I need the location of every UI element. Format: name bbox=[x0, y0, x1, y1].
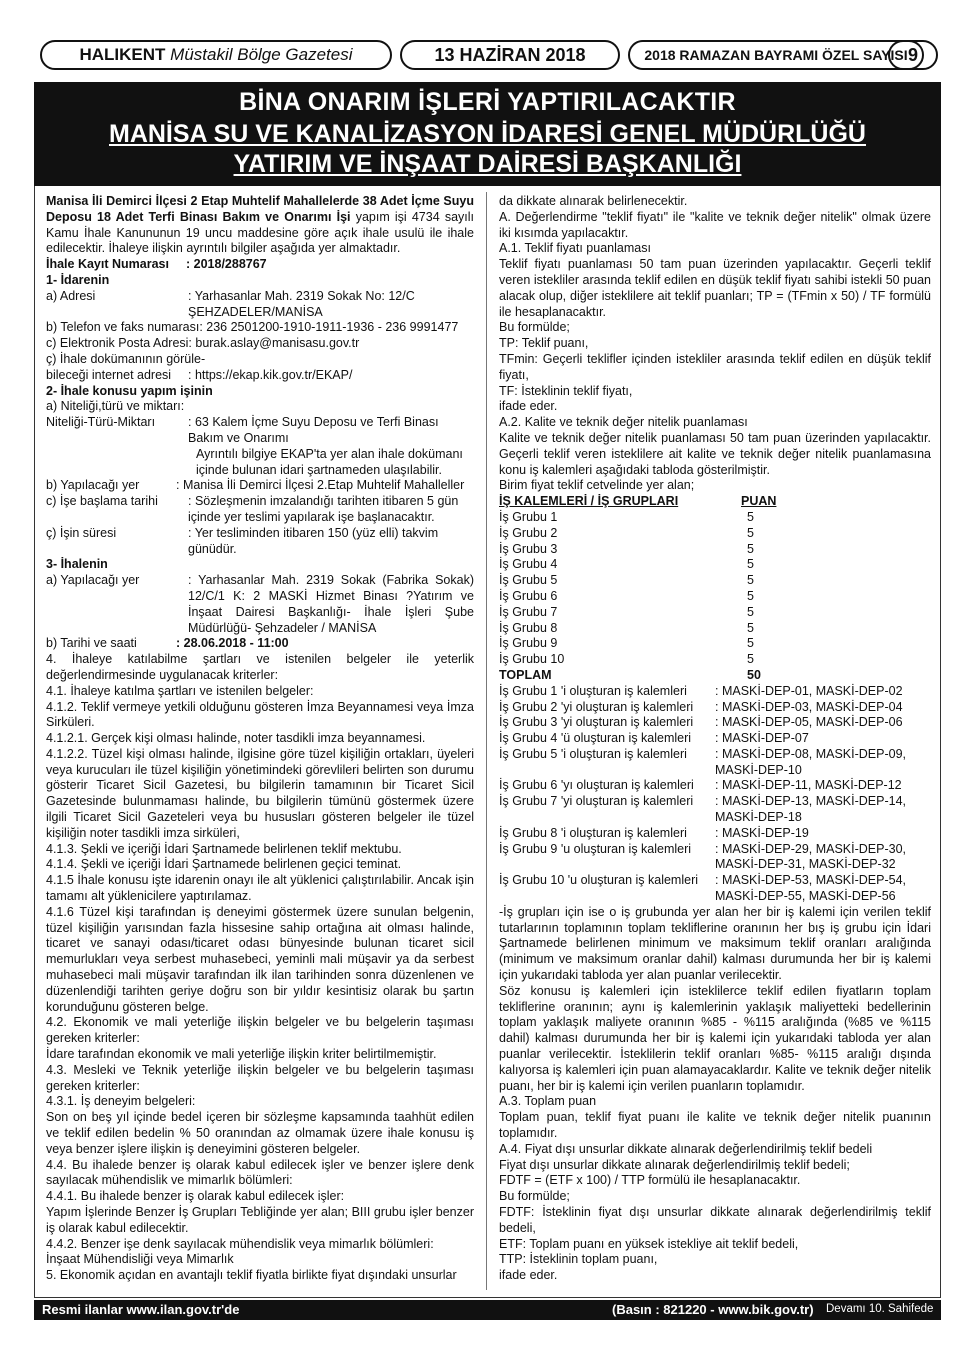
right-paragraph: A. Değerlendirme "teklif fiyatı" ile "kalite ve teknik değer nitelik" olmak üzere iki kısımda yapılacaktır. bbox=[499, 209, 931, 240]
score-value: 5 bbox=[747, 652, 754, 667]
dok-label-2: bileceği internet adresi bbox=[46, 367, 172, 382]
map-items: : MASKİ-DEP-07 bbox=[715, 731, 809, 746]
left-paragraph: 5. Ekonomik açıdan en avantajlı teklif fiyatla birlikte fiyat dışındaki unsurlar bbox=[46, 1268, 457, 1283]
footer-right-text: (Basın : 821220 - www.bik.gov.tr) bbox=[612, 1302, 814, 1317]
adres-value: : Yarhasanlar Mah. 2319 Sokak No: 12/C ŞEHZADELER/MANİSA bbox=[188, 288, 415, 319]
page-header bbox=[36, 40, 939, 74]
date-pill: 13 HAZİRAN 2018 bbox=[400, 40, 620, 70]
right-paragraph: Bu formülde; bbox=[499, 320, 570, 335]
right-paragraph: FDTF = (ETF x 100) / TTP formülü ile hesaplanacaktır. bbox=[499, 1173, 801, 1188]
left-paragraph: 4.1.5 İhale konusu işte idarenin onayı ile alt yüklenici çalıştırılabilir. Ancak işin tamamı alt yüklenicilere yaptırılamaz. bbox=[46, 873, 474, 904]
total-label: TOPLAM bbox=[499, 667, 552, 682]
map-items: : MASKİ-DEP-11, MASKİ-DEP-12 bbox=[715, 778, 902, 793]
map-row bbox=[499, 826, 931, 842]
score-value: 5 bbox=[747, 604, 754, 619]
ihale-yer-row bbox=[46, 573, 474, 636]
map-group: İş Grubu 1 'i oluşturan iş kalemleri bbox=[499, 683, 687, 698]
paper-title-pill bbox=[40, 40, 392, 70]
score-header-left: İŞ KALEMLERİ / İŞ GRUPLARI bbox=[499, 494, 679, 509]
ihale-yer-value: : Yarhasanlar Mah. 2319 Sokak (Fabrika Sokak) 12/C/1 K: 2 MASKİ Hizmet Binası ?Yatırım ve İnşaat Dairesi Başkanlığı- İhale İşleri Şube Müdürlüğü- Şehzadeler / MANİSA bbox=[188, 573, 474, 635]
score-header-right: PUAN bbox=[741, 494, 777, 509]
baslama-row bbox=[46, 494, 474, 526]
score-group: İş Grubu 4 bbox=[499, 557, 558, 572]
map-row bbox=[499, 778, 931, 794]
right-paragraph: Bu formülde; bbox=[499, 1189, 570, 1204]
adres-row bbox=[46, 289, 474, 321]
map-row bbox=[499, 842, 931, 874]
right-paragraph: Birim fiyat teklif cetvelinde yer alan; bbox=[499, 478, 695, 493]
nitelik-head: a) Niteliği,türü ve miktarı: bbox=[46, 399, 185, 414]
right-paragraph: ETF: Toplam puanı en yüksek istekliye ait teklif bedeli, bbox=[499, 1236, 799, 1251]
left-paragraph: 4.4. Bu ihalede benzer iş olarak kabul edilecek işler ve benzer işlere denk sayılacak mühendislik ve mimarlık bölümleri: bbox=[46, 1157, 474, 1188]
map-group: İş Grubu 8 'i oluşturan iş kalemleri bbox=[499, 825, 687, 840]
score-row bbox=[499, 510, 931, 526]
headline-line1: BİNA ONARIM İŞLERİ YAPTIRILACAKTIR bbox=[239, 88, 736, 116]
right-paragraph: A.2. Kalite ve teknik değer nitelik puanlaması bbox=[499, 415, 748, 430]
left-paragraph: 4.3. Mesleki ve Teknik yeterliğe ilişkin belgeler ve bu belgelerin taşıması gereken kriterler: bbox=[46, 1062, 474, 1093]
map-group: İş Grubu 4 'ü oluşturan iş kalemleri bbox=[499, 731, 692, 746]
right-paragraph: Fiyat dışı unsurlar dikkate alınarak değerlendirilmiş teklif bedeli; bbox=[499, 1157, 850, 1172]
left-paragraph: 4.1.3. Şekli ve içeriği İdari Şartnamede belirlenen teklif mektubu. bbox=[46, 841, 402, 856]
map-row bbox=[499, 747, 931, 779]
map-items: : MASKİ-DEP-01, MASKİ-DEP-02 bbox=[715, 683, 903, 698]
left-paragraph: Yapım İşlerinde Benzer İş Grupları Tebliğinde yer alan; BIII grubu işler benzer iş olarak kabul edilecektir. bbox=[46, 1205, 474, 1235]
score-group: İş Grubu 1 bbox=[499, 509, 558, 524]
intro-rest: yapım işi 4734 sayılı Kamu İhale Kanununun 19 uncu maddesine göre açık ihale usulü ile ihale edilecektir. İhaleye ilişkin ayrıntılı bilgiler aşağıda yer almaktadır. bbox=[46, 209, 474, 256]
map-row bbox=[499, 715, 931, 731]
kayit-value: : 2018/288767 bbox=[186, 257, 267, 272]
left-paragraphs bbox=[46, 652, 474, 1284]
left-paragraph: Son on beş yıl içinde bedel içeren bir sözleşme kapsamında taahhüt edilen ve teklif edilen bedelin % 50 oranından az olmamak üzere ihale konusu iş veya benzer işlere ilişkin iş deneyimini gösteren belgeler. bbox=[46, 1110, 474, 1156]
score-row bbox=[499, 557, 931, 573]
nitelik-row bbox=[46, 415, 474, 447]
column-divider bbox=[486, 192, 487, 1290]
right-paragraph: A.4. Fiyat dışı unsurlar dikkate alınarak değerlendirilmiş teklif bedeli bbox=[499, 1141, 873, 1156]
score-table bbox=[499, 510, 931, 684]
score-group: İş Grubu 5 bbox=[499, 573, 558, 588]
headline-line2: MANİSA SU VE KANALİZASYON İDARESİ GENEL MÜDÜRLÜĞÜ bbox=[109, 120, 866, 148]
nitelik-value: : 63 Kalem İçme Suyu Deposu ve Terfi Binası Bakım ve Onarımı bbox=[188, 415, 439, 445]
sure-label: ç) İşin süresi bbox=[46, 525, 117, 540]
ihale-yer-label: a) Yapılacağı yer bbox=[46, 573, 140, 588]
map-items: : MASKİ-DEP-03, MASKİ-DEP-04 bbox=[715, 699, 903, 714]
intro-bold: Manisa İli Demirci İlçesi 2 Etap Muhtelif Mahallelerde 38 Adet İçme Suyu Deposu 18 Adet Terfi Binası Bakım ve Onarımı İşi bbox=[46, 194, 474, 224]
nitelik-label: Niteliği-Türü-Miktarı bbox=[46, 415, 156, 430]
dok-label-1: ç) İhale dokümanının görüle- bbox=[46, 351, 206, 366]
nitelik-note: Ayrıntılı bilgiye EKAP'ta yer alan ihale dokümanı içinde bulunan idari şartnameden ulaşılabilir. bbox=[196, 446, 463, 477]
score-table-header bbox=[499, 494, 931, 510]
left-paragraph: 4.1.2.1. Gerçek kişi olması halinde, noter tasdikli imza beyannamesi. bbox=[46, 731, 426, 746]
right-paragraph: -İş grupları için ise o iş grubunda yer alan her bir iş kalemi için verilen teklif tutarlarının toplamının toplam tekliflerine oranının her bış iş grubu için İdari Şartnamede belirlenen minimum ve maksimum teklif oranları aralığında (minimum ve maksimum oranlar dahil) kalması durumunda her bir iş kalemi için yukarıdaki tabloda yer alan puanlar verilecektir. bbox=[499, 904, 931, 983]
kayit-row bbox=[46, 257, 474, 273]
email-line: c) Elektronik Posta Adresi: burak.aslay@manisasu.gov.tr bbox=[46, 336, 360, 351]
score-row bbox=[499, 652, 931, 668]
right-column bbox=[499, 194, 931, 1284]
right-paragraph: TTP: İsteklinin toplam puanı, bbox=[499, 1252, 658, 1267]
map-group: İş Grubu 7 'yi oluşturan iş kalemleri bbox=[499, 794, 694, 809]
map-group: İş Grubu 3 'yi oluşturan iş kalemleri bbox=[499, 715, 694, 730]
score-group: İş Grubu 8 bbox=[499, 620, 558, 635]
map-row bbox=[499, 873, 931, 905]
footer-continued-text: Devamı 10. Sahifede bbox=[826, 1303, 934, 1315]
score-total-row bbox=[499, 668, 931, 684]
right-paragraph: Teklif fiyatı puanlaması 50 tam puan üzerinden yapılacaktır. Geçerli teklif veren istekliler arasında teklif edilen en düşük teklif fiyatı sahibi istekli 50 puan alacak olup, diğer isteklilere ait teklif puanları; TP = (TFmin x 50) / TF formülü ile hesaplanacaktır. bbox=[499, 257, 931, 319]
sure-value: : Yer tesliminden itibaren 150 (yüz elli) takvim günüdür. bbox=[188, 525, 439, 556]
score-group: İş Grubu 9 bbox=[499, 636, 558, 651]
map-row bbox=[499, 684, 931, 700]
map-group: İş Grubu 9 'u oluşturan iş kalemleri bbox=[499, 841, 692, 856]
left-paragraph: 4.4.2. Benzer işe denk sayılacak mühendislik veya mimarlık bölümleri: bbox=[46, 1236, 434, 1251]
left-paragraph: 4. İhaleye katılabilme şartları ve istenilen belgeler ile yeterlik değerlendirmesinde uygulanacak kriterler: bbox=[46, 652, 474, 682]
ihale-tarih-label: b) Tarihi ve saati bbox=[46, 636, 137, 651]
score-value: 5 bbox=[747, 557, 754, 572]
score-value: 5 bbox=[747, 636, 754, 651]
score-group: İş Grubu 7 bbox=[499, 604, 558, 619]
score-value: 5 bbox=[747, 509, 754, 524]
yer-value: : Manisa İli Demirci İlçesi 2.Etap Muhtelif Mahalleller bbox=[176, 478, 465, 493]
map-row bbox=[499, 794, 931, 826]
paper-name: HALIKENT bbox=[79, 45, 166, 64]
score-group: İş Grubu 2 bbox=[499, 525, 558, 540]
score-row bbox=[499, 636, 931, 652]
left-paragraph: İnşaat Mühendisliği veya Mimarlık bbox=[46, 1252, 234, 1267]
tel-line: b) Telefon ve faks numarası: 236 2501200-1910-1911-1936 - 236 9991477 bbox=[46, 320, 459, 335]
score-value: 5 bbox=[747, 588, 754, 603]
score-row bbox=[499, 573, 931, 589]
score-group: İş Grubu 6 bbox=[499, 588, 558, 603]
dok-row bbox=[46, 368, 474, 384]
paper-subtitle: Müstakil Bölge Gazetesi bbox=[170, 45, 353, 64]
left-paragraph: 4.1.2. Teklif vermeye yetkili olduğunu gösteren İmza Beyannamesi veya İmza Sirküleri. bbox=[46, 699, 474, 730]
issue-pill: 2018 RAMAZAN BAYRAMI ÖZEL SAYISI bbox=[628, 40, 924, 70]
left-paragraph: İdare tarafından ekonomik ve mali yeterliğe ilişkin kriter belirtilmemiştir. bbox=[46, 1047, 437, 1062]
right-paragraph: Söz konusu iş kalemleri için isteklilerce teklif edilen fiyatların toplam tekliflerine oranının; aynı iş kalemlerinin yaklaşık maliyetteki bedellerinin toplam yaklaşık maliyete oranının %85 - %115 aralığında (%85 ve %115 dahil) kalması durumunda her bir iş kalemi için yukarıdaki tabloda yer alan puanlar verilecektir. İsteklilerin teklif oranları %85- %115 aralığı dışında kalıyorsa iş kalemleri için puan alamayacaklardır. Kalite ve teknik değer nitelik puanı, her bir iş kalemi için verilen puanların toplamıdır. bbox=[499, 983, 931, 1093]
score-row bbox=[499, 605, 931, 621]
right-paragraph: FDTF: İsteklinin fiyat dışı unsurlar dikkate alınarak değerlendirilmiş teklif bedeli, bbox=[499, 1205, 931, 1235]
right-paragraph: ifade eder. bbox=[499, 1268, 558, 1283]
score-group: İş Grubu 10 bbox=[499, 652, 565, 667]
left-paragraph: 4.1.6 Tüzel kişi tarafından iş deneyimi göstermek üzere sunulan belgenin, tüzel kişiliğin yarısından fazla hissesine sahip ortağına ait olması halinde, ticaret ve sanayi odası/ticaret odası bünyesinde bulunan ticaret sicil memurlukları veya serbest muhasebeci, yeminli mali müşavir ya da serbest muhasebeci mali müşavir tarafından ilk ilan tarihinden sonra düzenlenen ve düzenlendiği tarihten geriye doğru son bir yıldır kesintisiz olarak bu şartın korunduğunu gösteren belge. bbox=[46, 904, 474, 1014]
headline-line3: YATIRIM VE İNŞAAT DAİRESİ BAŞKANLIĞI bbox=[233, 150, 742, 178]
page-footer bbox=[34, 1300, 941, 1320]
score-value: 5 bbox=[747, 525, 754, 540]
score-value: 5 bbox=[747, 620, 754, 635]
score-row bbox=[499, 542, 931, 558]
map-items: : MASKİ-DEP-19 bbox=[715, 825, 809, 840]
map-group: İş Grubu 10 'u oluşturan iş kalemleri bbox=[499, 873, 699, 888]
map-items: : MASKİ-DEP-05, MASKİ-DEP-06 bbox=[715, 715, 903, 730]
map-group: İş Grubu 5 'i oluşturan iş kalemleri bbox=[499, 746, 687, 761]
left-paragraph: 4.1.4. Şekli ve içeriği İdari Şartnamede belirlenen geçici teminat. bbox=[46, 857, 402, 872]
left-paragraph: 4.3.1. İş deneyim belgeleri: bbox=[46, 1094, 196, 1109]
kayit-label: İhale Kayıt Numarası bbox=[46, 257, 169, 272]
score-row bbox=[499, 589, 931, 605]
sure-row bbox=[46, 526, 474, 558]
left-paragraph: 4.1.2.2. Tüzel kişi olması halinde, ilgisine göre tüzel kişiliğin ortakları, üyeleri veya kurucuları ile tüzel kişiliğin yönetimindeki görevlileri belirten son durumu gösterir Ticaret Sicil Gazetesi, bu bilgilerin tamamının bir Ticaret Sicil Gazetesinde bulunmaması halinde, bu bilgilerin tümünü göstermek üzere ilgili Ticaret Sicil Gazeteleri veya bu hususları gösteren belgeler ile tüzel kişiliğin noter tasdikli imza sirküleri, bbox=[46, 746, 474, 840]
section-1-title: 1- İdarenin bbox=[46, 272, 110, 287]
map-items: : MASKİ-DEP-53, MASKİ-DEP-54, MASKİ-DEP-55, MASKİ-DEP-56 bbox=[715, 873, 907, 904]
map-group: İş Grubu 2 'yi oluşturan iş kalemleri bbox=[499, 699, 694, 714]
right-paragraph: A.3. Toplam puan bbox=[499, 1094, 597, 1109]
section-3-title: 3- İhalenin bbox=[46, 557, 108, 572]
right-paragraph: A.1. Teklif fiyatı puanlaması bbox=[499, 241, 651, 256]
section-2-title: 2- İhale konusu yapım işinin bbox=[46, 383, 213, 398]
right-paragraph: ifade eder. bbox=[499, 399, 558, 414]
baslama-label: c) İşe başlama tarihi bbox=[46, 494, 158, 509]
map-row bbox=[499, 731, 931, 747]
map-items: : MASKİ-DEP-29, MASKİ-DEP-30, MASKİ-DEP-31, MASKİ-DEP-32 bbox=[715, 841, 907, 872]
baslama-value: : Sözleşmenin imzalandığı tarihten itibaren 5 gün içinde yer teslimi yapılarak işe başlanacaktır. bbox=[188, 494, 459, 524]
dok-value: : https://ekap.kik.gov.tr/EKAP/ bbox=[188, 367, 353, 382]
score-group: İş Grubu 3 bbox=[499, 541, 558, 556]
left-paragraph: 4.1. İhaleye katılma şartları ve istenilen belgeler: bbox=[46, 683, 314, 698]
score-value: 5 bbox=[747, 541, 754, 556]
map-items: : MASKİ-DEP-08, MASKİ-DEP-09, MASKİ-DEP-10 bbox=[715, 746, 907, 777]
right-paragraph: da dikkate alınarak belirlenecektir. bbox=[499, 194, 688, 208]
yer-label: b) Yapılacağı yer bbox=[46, 478, 140, 493]
headline-banner bbox=[34, 82, 941, 186]
right-paragraph: TFmin: Geçerli teklifler içinden istekliler arasında teklif edilen en düşük teklif fiyatı, bbox=[499, 351, 931, 382]
map-items: : MASKİ-DEP-13, MASKİ-DEP-14, MASKİ-DEP-18 bbox=[715, 794, 907, 825]
intro-paragraph bbox=[46, 194, 474, 257]
left-paragraph: 4.4.1. Bu ihalede benzer iş olarak kabul edilecek işler: bbox=[46, 1189, 345, 1204]
map-row bbox=[499, 700, 931, 716]
right-paragraph: Toplam puan, teklif fiyat puanı ile kalite ve teknik değer nitelik puanının toplamıdır. bbox=[499, 1110, 931, 1141]
page-number-pill: 9 bbox=[888, 40, 938, 70]
ihale-tarih-value: : 28.06.2018 - 11:00 bbox=[176, 636, 289, 651]
group-item-map bbox=[499, 684, 931, 905]
footer-left-text: Resmi ilanlar www.ilan.gov.tr'de bbox=[42, 1302, 240, 1317]
yer-row bbox=[46, 478, 474, 494]
map-group: İş Grubu 6 'yı oluşturan iş kalemleri bbox=[499, 778, 694, 793]
total-value: 50 bbox=[747, 667, 761, 682]
right-paragraph: TF: İsteklinin teklif fiyatı, bbox=[499, 383, 633, 398]
ihale-tarih-row bbox=[46, 636, 474, 652]
left-paragraph: 4.2. Ekonomik ve mali yeterliğe ilişkin belgeler ve bu belgelerin taşıması gereken kriterler: bbox=[46, 1015, 474, 1046]
score-row bbox=[499, 526, 931, 542]
right-paragraph: TP: Teklif puanı, bbox=[499, 336, 589, 351]
right-paragraph: Kalite ve teknik değer nitelik puanlaması 50 tam puan üzerinden yapılacaktır. Geçerli teklif veren isteklilere ait kalite ve teknik değer nitelik puanlamasına konu iş kalemleri aşağıdaki tabloda gösterilmiştir. bbox=[499, 430, 931, 477]
score-value: 5 bbox=[747, 573, 754, 588]
score-row bbox=[499, 621, 931, 637]
left-column bbox=[46, 194, 474, 1284]
adres-label: a) Adresi bbox=[46, 288, 96, 303]
